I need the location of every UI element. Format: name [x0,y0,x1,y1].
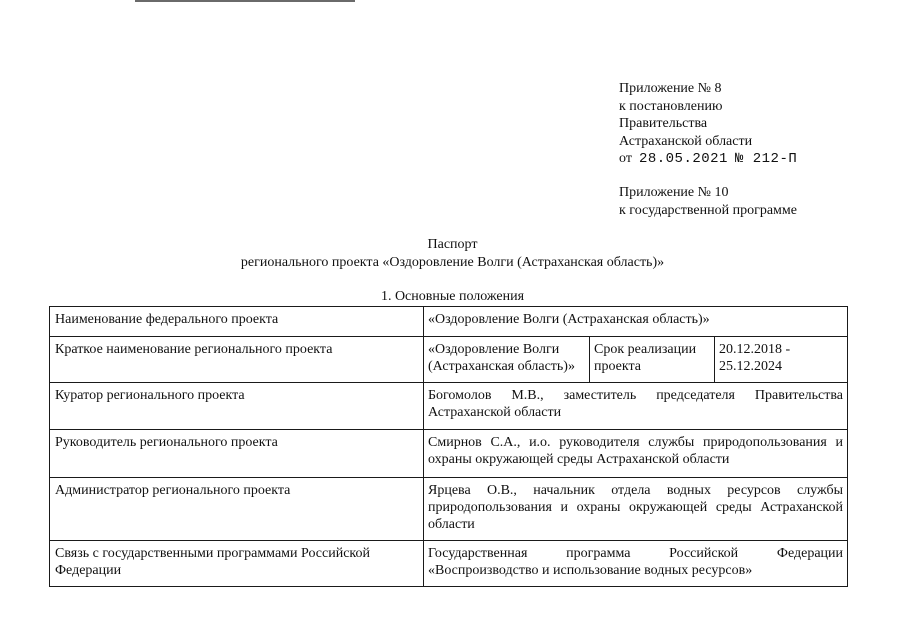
row-value: Государственная программа Российской Федерации «Воспроизводство и использование водных ресурсов» [424,541,848,587]
scan-artifact-line [135,0,355,2]
appendix-8-line4: Астраханской области [619,133,753,149]
appendix-8-block [619,80,797,169]
appendix-8-line3: Правительства [619,116,708,131]
period-label: Срок реализации проекта [590,337,715,383]
row-value: Смирнов С.А., и.о. руководителя службы природопользования и охраны окружающей среды Астраханской области [424,430,848,478]
row-label: Руководитель регионального проекта [50,430,424,478]
passport-heading [0,236,905,272]
row-label: Связь с государственными программами Российской Федерации [50,541,424,587]
table-row [50,383,848,430]
row-label: Администратор регионального проекта [50,478,424,541]
appendix-10-block [619,184,797,219]
row-value: Богомолов М.В., заместитель председателя Правительства Астраханской области [424,383,848,430]
resolution-date: 28.05.2021 [638,151,728,167]
appendix-8-title: Приложение № 8 [619,81,722,96]
appendix-8-date-line [619,150,797,169]
table-row [50,478,848,541]
passport-title: Паспорт [427,237,478,252]
appendix-8-line2: к постановлению [619,98,723,114]
row-label: Краткое наименование регионального проекта [50,337,424,383]
appendix-10-title: Приложение № 10 [619,185,729,200]
table-row [50,430,848,478]
section-title: 1. Основные положения [380,289,525,304]
date-prefix: от [619,151,632,166]
short-name-value: «Оздоровление Волги (Астраханская область)» [424,337,590,383]
table-row [50,337,848,383]
row-value: «Оздоровление Волги (Астраханская область)» [424,307,848,337]
table-row [50,541,848,587]
appendix-10-line2: к государственной программе [619,202,797,218]
table-row [50,307,848,337]
row-label: Наименование федерального проекта [50,307,424,337]
resolution-number: № 212-П [734,151,798,167]
passport-subtitle: регионального проекта «Оздоровление Волги (Астраханская область)» [240,255,665,270]
row-label: Куратор регионального проекта [50,383,424,430]
row-value: Ярцева О.В., начальник отдела водных ресурсов службы природопользования и охраны окружающей среды Астраханской области [424,478,848,541]
passport-table [49,306,848,587]
period-value: 20.12.2018 - 25.12.2024 [715,337,848,383]
